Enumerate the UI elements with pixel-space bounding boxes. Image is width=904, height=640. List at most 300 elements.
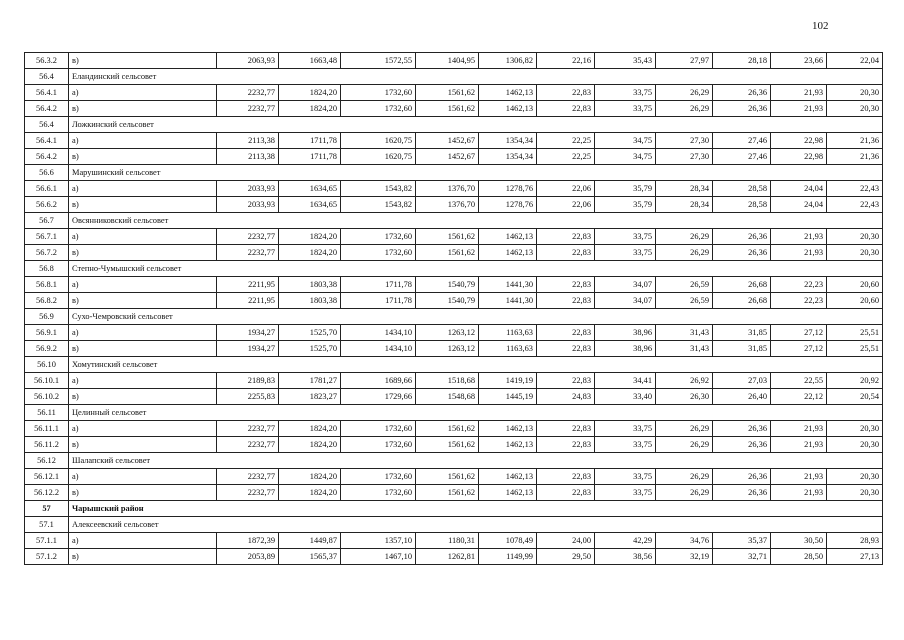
row-value: 1711,78 (279, 133, 341, 149)
row-value: 22,83 (537, 485, 595, 501)
row-value: 24,04 (771, 181, 827, 197)
row-variant: а) (69, 533, 217, 549)
table-row (25, 53, 883, 69)
row-variant: а) (69, 469, 217, 485)
row-value: 1824,20 (279, 245, 341, 261)
table-row (25, 533, 883, 549)
row-value: 25,51 (827, 325, 883, 341)
row-value: 1824,20 (279, 469, 341, 485)
row-value: 21,93 (771, 421, 827, 437)
row-value: 21,93 (771, 485, 827, 501)
table-row (25, 101, 883, 117)
row-value: 1462,13 (479, 101, 537, 117)
page-number: 102 (812, 20, 829, 32)
row-value: 35,43 (595, 53, 656, 69)
row-value: 1634,65 (279, 181, 341, 197)
row-value: 1663,48 (279, 53, 341, 69)
row-value: 1434,10 (341, 341, 416, 357)
row-value: 26,29 (656, 485, 713, 501)
row-value: 1376,70 (416, 181, 479, 197)
row-value: 22,12 (771, 389, 827, 405)
row-value: 1732,60 (341, 245, 416, 261)
row-value: 22,83 (537, 101, 595, 117)
row-value: 38,96 (595, 341, 656, 357)
row-value: 22,98 (771, 149, 827, 165)
row-value: 2232,77 (217, 421, 279, 437)
row-code: 56.8.2 (25, 293, 69, 309)
table-row (25, 341, 883, 357)
row-title: Хомутинский сельсовет (69, 357, 883, 373)
section-header-row (25, 405, 883, 421)
row-value: 1781,27 (279, 373, 341, 389)
row-value: 35,37 (713, 533, 771, 549)
row-value: 22,16 (537, 53, 595, 69)
row-value: 33,75 (595, 421, 656, 437)
row-value: 1149,99 (479, 549, 537, 565)
row-value: 21,93 (771, 469, 827, 485)
row-value: 27,97 (656, 53, 713, 69)
section-header-row (25, 261, 883, 277)
row-value: 26,29 (656, 469, 713, 485)
row-value: 1078,49 (479, 533, 537, 549)
row-value: 24,83 (537, 389, 595, 405)
row-value: 22,43 (827, 197, 883, 213)
row-value: 25,51 (827, 341, 883, 357)
table-row (25, 549, 883, 565)
row-value: 1732,60 (341, 101, 416, 117)
table-row (25, 437, 883, 453)
row-value: 21,93 (771, 229, 827, 245)
row-value: 22,06 (537, 197, 595, 213)
row-value: 33,75 (595, 245, 656, 261)
row-value: 26,36 (713, 485, 771, 501)
section-header-row (25, 165, 883, 181)
row-variant: а) (69, 277, 217, 293)
row-value: 1462,13 (479, 485, 537, 501)
table-row (25, 389, 883, 405)
row-value: 1441,30 (479, 277, 537, 293)
row-value: 1620,75 (341, 149, 416, 165)
row-code: 56.7.2 (25, 245, 69, 261)
row-code: 56.7 (25, 213, 69, 229)
row-value: 2255,83 (217, 389, 279, 405)
row-variant: а) (69, 325, 217, 341)
row-value: 1441,30 (479, 293, 537, 309)
table-row (25, 293, 883, 309)
row-value: 1163,63 (479, 341, 537, 357)
row-value: 26,36 (713, 421, 771, 437)
row-value: 26,36 (713, 229, 771, 245)
row-value: 1540,79 (416, 277, 479, 293)
table-row (25, 149, 883, 165)
row-value: 1561,62 (416, 437, 479, 453)
row-value: 20,30 (827, 245, 883, 261)
row-value: 2232,77 (217, 101, 279, 117)
row-value: 33,75 (595, 101, 656, 117)
row-value: 21,93 (771, 101, 827, 117)
row-value: 2232,77 (217, 85, 279, 101)
row-value: 21,36 (827, 133, 883, 149)
row-value: 20,30 (827, 101, 883, 117)
row-value: 22,98 (771, 133, 827, 149)
row-title: Степно-Чумышский сельсовет (69, 261, 883, 277)
row-value: 1711,78 (341, 293, 416, 309)
row-value: 20,54 (827, 389, 883, 405)
row-value: 27,46 (713, 133, 771, 149)
row-value: 1543,82 (341, 197, 416, 213)
row-value: 20,30 (827, 485, 883, 501)
row-value: 1278,76 (479, 181, 537, 197)
row-value: 1729,66 (341, 389, 416, 405)
row-value: 24,04 (771, 197, 827, 213)
row-value: 26,29 (656, 85, 713, 101)
row-variant: а) (69, 229, 217, 245)
row-code: 56.6.1 (25, 181, 69, 197)
table-row (25, 421, 883, 437)
row-value: 28,34 (656, 197, 713, 213)
row-value: 22,43 (827, 181, 883, 197)
row-value: 1467,10 (341, 549, 416, 565)
row-value: 1732,60 (341, 421, 416, 437)
section-header-row (25, 517, 883, 533)
row-value: 22,83 (537, 245, 595, 261)
row-value: 27,12 (771, 325, 827, 341)
row-value: 1561,62 (416, 245, 479, 261)
row-value: 28,58 (713, 181, 771, 197)
row-value: 26,36 (713, 101, 771, 117)
table-row (25, 85, 883, 101)
row-value: 34,41 (595, 373, 656, 389)
row-value: 24,00 (537, 533, 595, 549)
row-value: 1278,76 (479, 197, 537, 213)
row-value: 1163,63 (479, 325, 537, 341)
row-code: 56.3.2 (25, 53, 69, 69)
row-title: Сухо-Чемровский сельсовет (69, 309, 883, 325)
row-value: 20,30 (827, 469, 883, 485)
row-value: 2211,95 (217, 293, 279, 309)
row-value: 26,29 (656, 101, 713, 117)
row-value: 2189,83 (217, 373, 279, 389)
row-value: 20,30 (827, 421, 883, 437)
row-code: 56.12.1 (25, 469, 69, 485)
row-value: 1824,20 (279, 85, 341, 101)
row-value: 26,40 (713, 389, 771, 405)
row-value: 1419,19 (479, 373, 537, 389)
row-value: 34,76 (656, 533, 713, 549)
row-code: 56.12.2 (25, 485, 69, 501)
row-value: 2113,38 (217, 149, 279, 165)
row-value: 27,30 (656, 133, 713, 149)
row-value: 27,46 (713, 149, 771, 165)
row-value: 35,79 (595, 181, 656, 197)
row-variant: в) (69, 485, 217, 501)
row-value: 22,04 (827, 53, 883, 69)
row-value: 2232,77 (217, 485, 279, 501)
row-value: 1462,13 (479, 437, 537, 453)
row-value: 1732,60 (341, 85, 416, 101)
row-value: 1404,95 (416, 53, 479, 69)
row-value: 1689,66 (341, 373, 416, 389)
row-code: 56.6.2 (25, 197, 69, 213)
row-title: Шалапский сельсовет (69, 453, 883, 469)
row-value: 2063,93 (217, 53, 279, 69)
row-value: 42,29 (595, 533, 656, 549)
row-value: 33,75 (595, 229, 656, 245)
row-code: 56.4.2 (25, 101, 69, 117)
table-row (25, 197, 883, 213)
row-value: 1732,60 (341, 437, 416, 453)
row-variant: в) (69, 53, 217, 69)
row-value: 1824,20 (279, 485, 341, 501)
row-value: 1452,67 (416, 149, 479, 165)
row-value: 1732,60 (341, 469, 416, 485)
row-variant: в) (69, 245, 217, 261)
row-value: 20,30 (827, 437, 883, 453)
row-value: 31,85 (713, 341, 771, 357)
row-value: 1540,79 (416, 293, 479, 309)
row-value: 1462,13 (479, 85, 537, 101)
row-value: 1824,20 (279, 101, 341, 117)
row-value: 1824,20 (279, 421, 341, 437)
row-value: 22,83 (537, 437, 595, 453)
row-value: 22,83 (537, 85, 595, 101)
row-value: 22,83 (537, 229, 595, 245)
row-value: 38,96 (595, 325, 656, 341)
table-row (25, 245, 883, 261)
row-value: 20,60 (827, 293, 883, 309)
row-code: 56.10.1 (25, 373, 69, 389)
row-variant: а) (69, 373, 217, 389)
row-value: 22,83 (537, 341, 595, 357)
row-value: 1452,67 (416, 133, 479, 149)
row-value: 2232,77 (217, 437, 279, 453)
row-value: 2232,77 (217, 229, 279, 245)
row-code: 56.11 (25, 405, 69, 421)
row-code: 56.4.1 (25, 133, 69, 149)
row-variant: а) (69, 181, 217, 197)
row-value: 1934,27 (217, 325, 279, 341)
row-value: 22,83 (537, 421, 595, 437)
row-value: 1561,62 (416, 85, 479, 101)
row-value: 31,85 (713, 325, 771, 341)
row-value: 2033,93 (217, 197, 279, 213)
row-variant: в) (69, 197, 217, 213)
row-value: 20,92 (827, 373, 883, 389)
row-variant: в) (69, 437, 217, 453)
row-value: 26,36 (713, 85, 771, 101)
section-header-row (25, 213, 883, 229)
row-code: 56.9 (25, 309, 69, 325)
table-row (25, 325, 883, 341)
row-value: 22,25 (537, 133, 595, 149)
table-row (25, 181, 883, 197)
row-value: 1824,20 (279, 437, 341, 453)
row-value: 26,59 (656, 277, 713, 293)
row-variant: в) (69, 101, 217, 117)
row-value: 1872,39 (217, 533, 279, 549)
row-title: Чарышский район (69, 501, 883, 517)
row-code: 56.11.1 (25, 421, 69, 437)
section-header-row (25, 357, 883, 373)
row-code: 56.10.2 (25, 389, 69, 405)
row-value: 33,75 (595, 85, 656, 101)
row-value: 1824,20 (279, 229, 341, 245)
row-value: 1434,10 (341, 325, 416, 341)
row-value: 1548,68 (416, 389, 479, 405)
row-value: 22,25 (537, 149, 595, 165)
row-value: 20,30 (827, 85, 883, 101)
row-value: 1262,81 (416, 549, 479, 565)
section-header-row (25, 117, 883, 133)
section-header-row (25, 453, 883, 469)
row-value: 26,29 (656, 245, 713, 261)
section-header-row (25, 309, 883, 325)
row-value: 28,34 (656, 181, 713, 197)
table-row (25, 277, 883, 293)
table-row (25, 485, 883, 501)
row-value: 33,75 (595, 469, 656, 485)
row-title: Ложкинский сельсовет (69, 117, 883, 133)
tariff-table (24, 52, 883, 565)
row-value: 22,23 (771, 277, 827, 293)
row-value: 2232,77 (217, 469, 279, 485)
row-value: 31,43 (656, 341, 713, 357)
row-value: 20,30 (827, 229, 883, 245)
row-value: 26,59 (656, 293, 713, 309)
row-code: 56.8 (25, 261, 69, 277)
row-value: 1803,38 (279, 277, 341, 293)
row-code: 57 (25, 501, 69, 517)
row-value: 26,36 (713, 469, 771, 485)
row-value: 27,12 (771, 341, 827, 357)
row-code: 57.1.1 (25, 533, 69, 549)
row-value: 21,36 (827, 149, 883, 165)
row-value: 34,75 (595, 149, 656, 165)
row-value: 1561,62 (416, 485, 479, 501)
row-value: 26,29 (656, 421, 713, 437)
row-value: 20,60 (827, 277, 883, 293)
row-variant: в) (69, 341, 217, 357)
table-row (25, 373, 883, 389)
row-value: 1518,68 (416, 373, 479, 389)
row-value: 1263,12 (416, 325, 479, 341)
row-value: 23,66 (771, 53, 827, 69)
row-code: 56.10 (25, 357, 69, 373)
row-value: 2211,95 (217, 277, 279, 293)
row-value: 1732,60 (341, 229, 416, 245)
row-value: 1462,13 (479, 229, 537, 245)
row-value: 1732,60 (341, 485, 416, 501)
row-value: 1934,27 (217, 341, 279, 357)
table-row (25, 133, 883, 149)
table-row (25, 229, 883, 245)
row-title: Овсянниковский сельсовет (69, 213, 883, 229)
row-value: 22,83 (537, 373, 595, 389)
row-variant: в) (69, 549, 217, 565)
row-value: 1354,34 (479, 149, 537, 165)
row-code: 56.9.1 (25, 325, 69, 341)
row-value: 1376,70 (416, 197, 479, 213)
row-code: 57.1 (25, 517, 69, 533)
row-value: 26,68 (713, 293, 771, 309)
row-value: 1803,38 (279, 293, 341, 309)
row-value: 1354,34 (479, 133, 537, 149)
row-value: 34,75 (595, 133, 656, 149)
row-value: 1462,13 (479, 421, 537, 437)
row-value: 1449,87 (279, 533, 341, 549)
row-value: 22,83 (537, 277, 595, 293)
row-value: 1462,13 (479, 469, 537, 485)
row-value: 1263,12 (416, 341, 479, 357)
row-code: 56.11.2 (25, 437, 69, 453)
row-code: 56.4 (25, 69, 69, 85)
row-value: 2113,38 (217, 133, 279, 149)
row-code: 56.7.1 (25, 229, 69, 245)
row-value: 2232,77 (217, 245, 279, 261)
row-value: 1180,31 (416, 533, 479, 549)
row-value: 38,56 (595, 549, 656, 565)
row-value: 22,23 (771, 293, 827, 309)
row-value: 30,50 (771, 533, 827, 549)
row-value: 33,75 (595, 437, 656, 453)
table-row (25, 469, 883, 485)
row-value: 21,93 (771, 437, 827, 453)
row-variant: а) (69, 85, 217, 101)
row-value: 1462,13 (479, 245, 537, 261)
row-value: 1525,70 (279, 341, 341, 357)
row-variant: а) (69, 421, 217, 437)
row-variant: в) (69, 149, 217, 165)
row-value: 21,93 (771, 85, 827, 101)
row-value: 33,75 (595, 485, 656, 501)
row-value: 1543,82 (341, 181, 416, 197)
row-value: 22,83 (537, 293, 595, 309)
row-title: Еландинский сельсовет (69, 69, 883, 85)
row-value: 28,93 (827, 533, 883, 549)
row-value: 1306,82 (479, 53, 537, 69)
row-value: 1711,78 (341, 277, 416, 293)
row-title: Целинный сельсовет (69, 405, 883, 421)
region-header-row (25, 501, 883, 517)
row-code: 56.4.2 (25, 149, 69, 165)
row-value: 1620,75 (341, 133, 416, 149)
row-value: 26,29 (656, 437, 713, 453)
row-value: 27,03 (713, 373, 771, 389)
row-value: 26,36 (713, 245, 771, 261)
row-value: 1634,65 (279, 197, 341, 213)
row-value: 32,19 (656, 549, 713, 565)
row-value: 1561,62 (416, 469, 479, 485)
row-variant: а) (69, 133, 217, 149)
row-value: 21,93 (771, 245, 827, 261)
row-title: Марушинский сельсовет (69, 165, 883, 181)
row-value: 1445,19 (479, 389, 537, 405)
row-value: 2053,89 (217, 549, 279, 565)
row-value: 33,40 (595, 389, 656, 405)
row-value: 1561,62 (416, 101, 479, 117)
row-value: 26,30 (656, 389, 713, 405)
row-code: 56.4 (25, 117, 69, 133)
row-value: 2033,93 (217, 181, 279, 197)
row-value: 34,07 (595, 293, 656, 309)
row-value: 28,18 (713, 53, 771, 69)
row-variant: в) (69, 293, 217, 309)
row-value: 22,55 (771, 373, 827, 389)
row-value: 1561,62 (416, 229, 479, 245)
row-value: 34,07 (595, 277, 656, 293)
row-code: 56.6 (25, 165, 69, 181)
row-value: 26,68 (713, 277, 771, 293)
